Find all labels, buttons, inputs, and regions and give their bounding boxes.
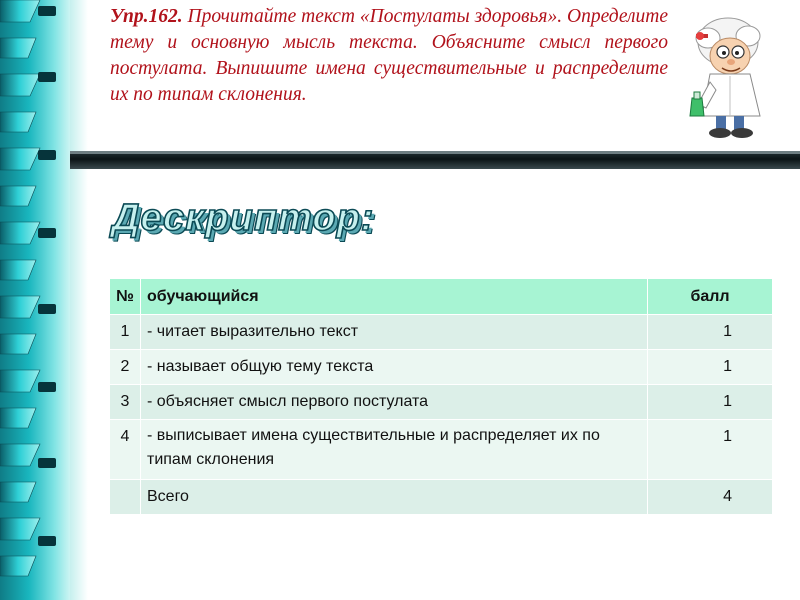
cartoon-doctor-illustration [688, 12, 798, 142]
table-total-row [110, 480, 773, 515]
row-num: 3 [110, 385, 141, 420]
task-heading [110, 4, 668, 108]
stripe-notch [38, 382, 56, 392]
stripe-edge [70, 0, 88, 600]
stripe-notch [38, 72, 56, 82]
ribbon-chevrons [0, 0, 50, 600]
table-row [110, 315, 773, 350]
total-num [110, 480, 141, 515]
table-row [110, 385, 773, 420]
row-score: 1 [648, 350, 773, 385]
table-row [110, 350, 773, 385]
task-text: Прочитайте текст «Постулаты здоровья». Определите тему и основную мысль текста. Объясните смысл первого постулата. Выпишите имена существительные и распределите их по типам склонения. [110, 6, 669, 105]
header-num: № [110, 279, 141, 315]
row-score: 1 [648, 420, 773, 480]
header-student: обучающийся [141, 279, 648, 315]
row-criterion: - объясняет смысл первого постулата [141, 385, 648, 420]
table-row [110, 420, 773, 480]
left-decorative-stripe [0, 0, 72, 600]
row-criterion: - называет общую тему текста [141, 350, 648, 385]
row-criterion: - читает выразительно текст [141, 315, 648, 350]
stripe-notch [38, 228, 56, 238]
stripe-notch [38, 536, 56, 546]
stripe-notch [38, 150, 56, 160]
divider-highlight [70, 151, 800, 154]
descriptor-title: Дескриптор: [112, 197, 375, 239]
table-header-row [110, 279, 773, 315]
total-score: 4 [648, 480, 773, 515]
stripe-notch [38, 458, 56, 468]
row-score: 1 [648, 385, 773, 420]
stripe-notch [38, 304, 56, 314]
descriptor-table [109, 278, 773, 515]
task-number: Упр.162. [110, 6, 183, 27]
row-criterion: - выписывает имена существительные и распределяет их по типам склонения [141, 420, 648, 480]
row-num: 4 [110, 420, 141, 480]
row-num: 2 [110, 350, 141, 385]
stripe-notch [38, 6, 56, 16]
row-num: 1 [110, 315, 141, 350]
total-label: Всего [141, 480, 648, 515]
row-score: 1 [648, 315, 773, 350]
header-score: балл [648, 279, 773, 315]
